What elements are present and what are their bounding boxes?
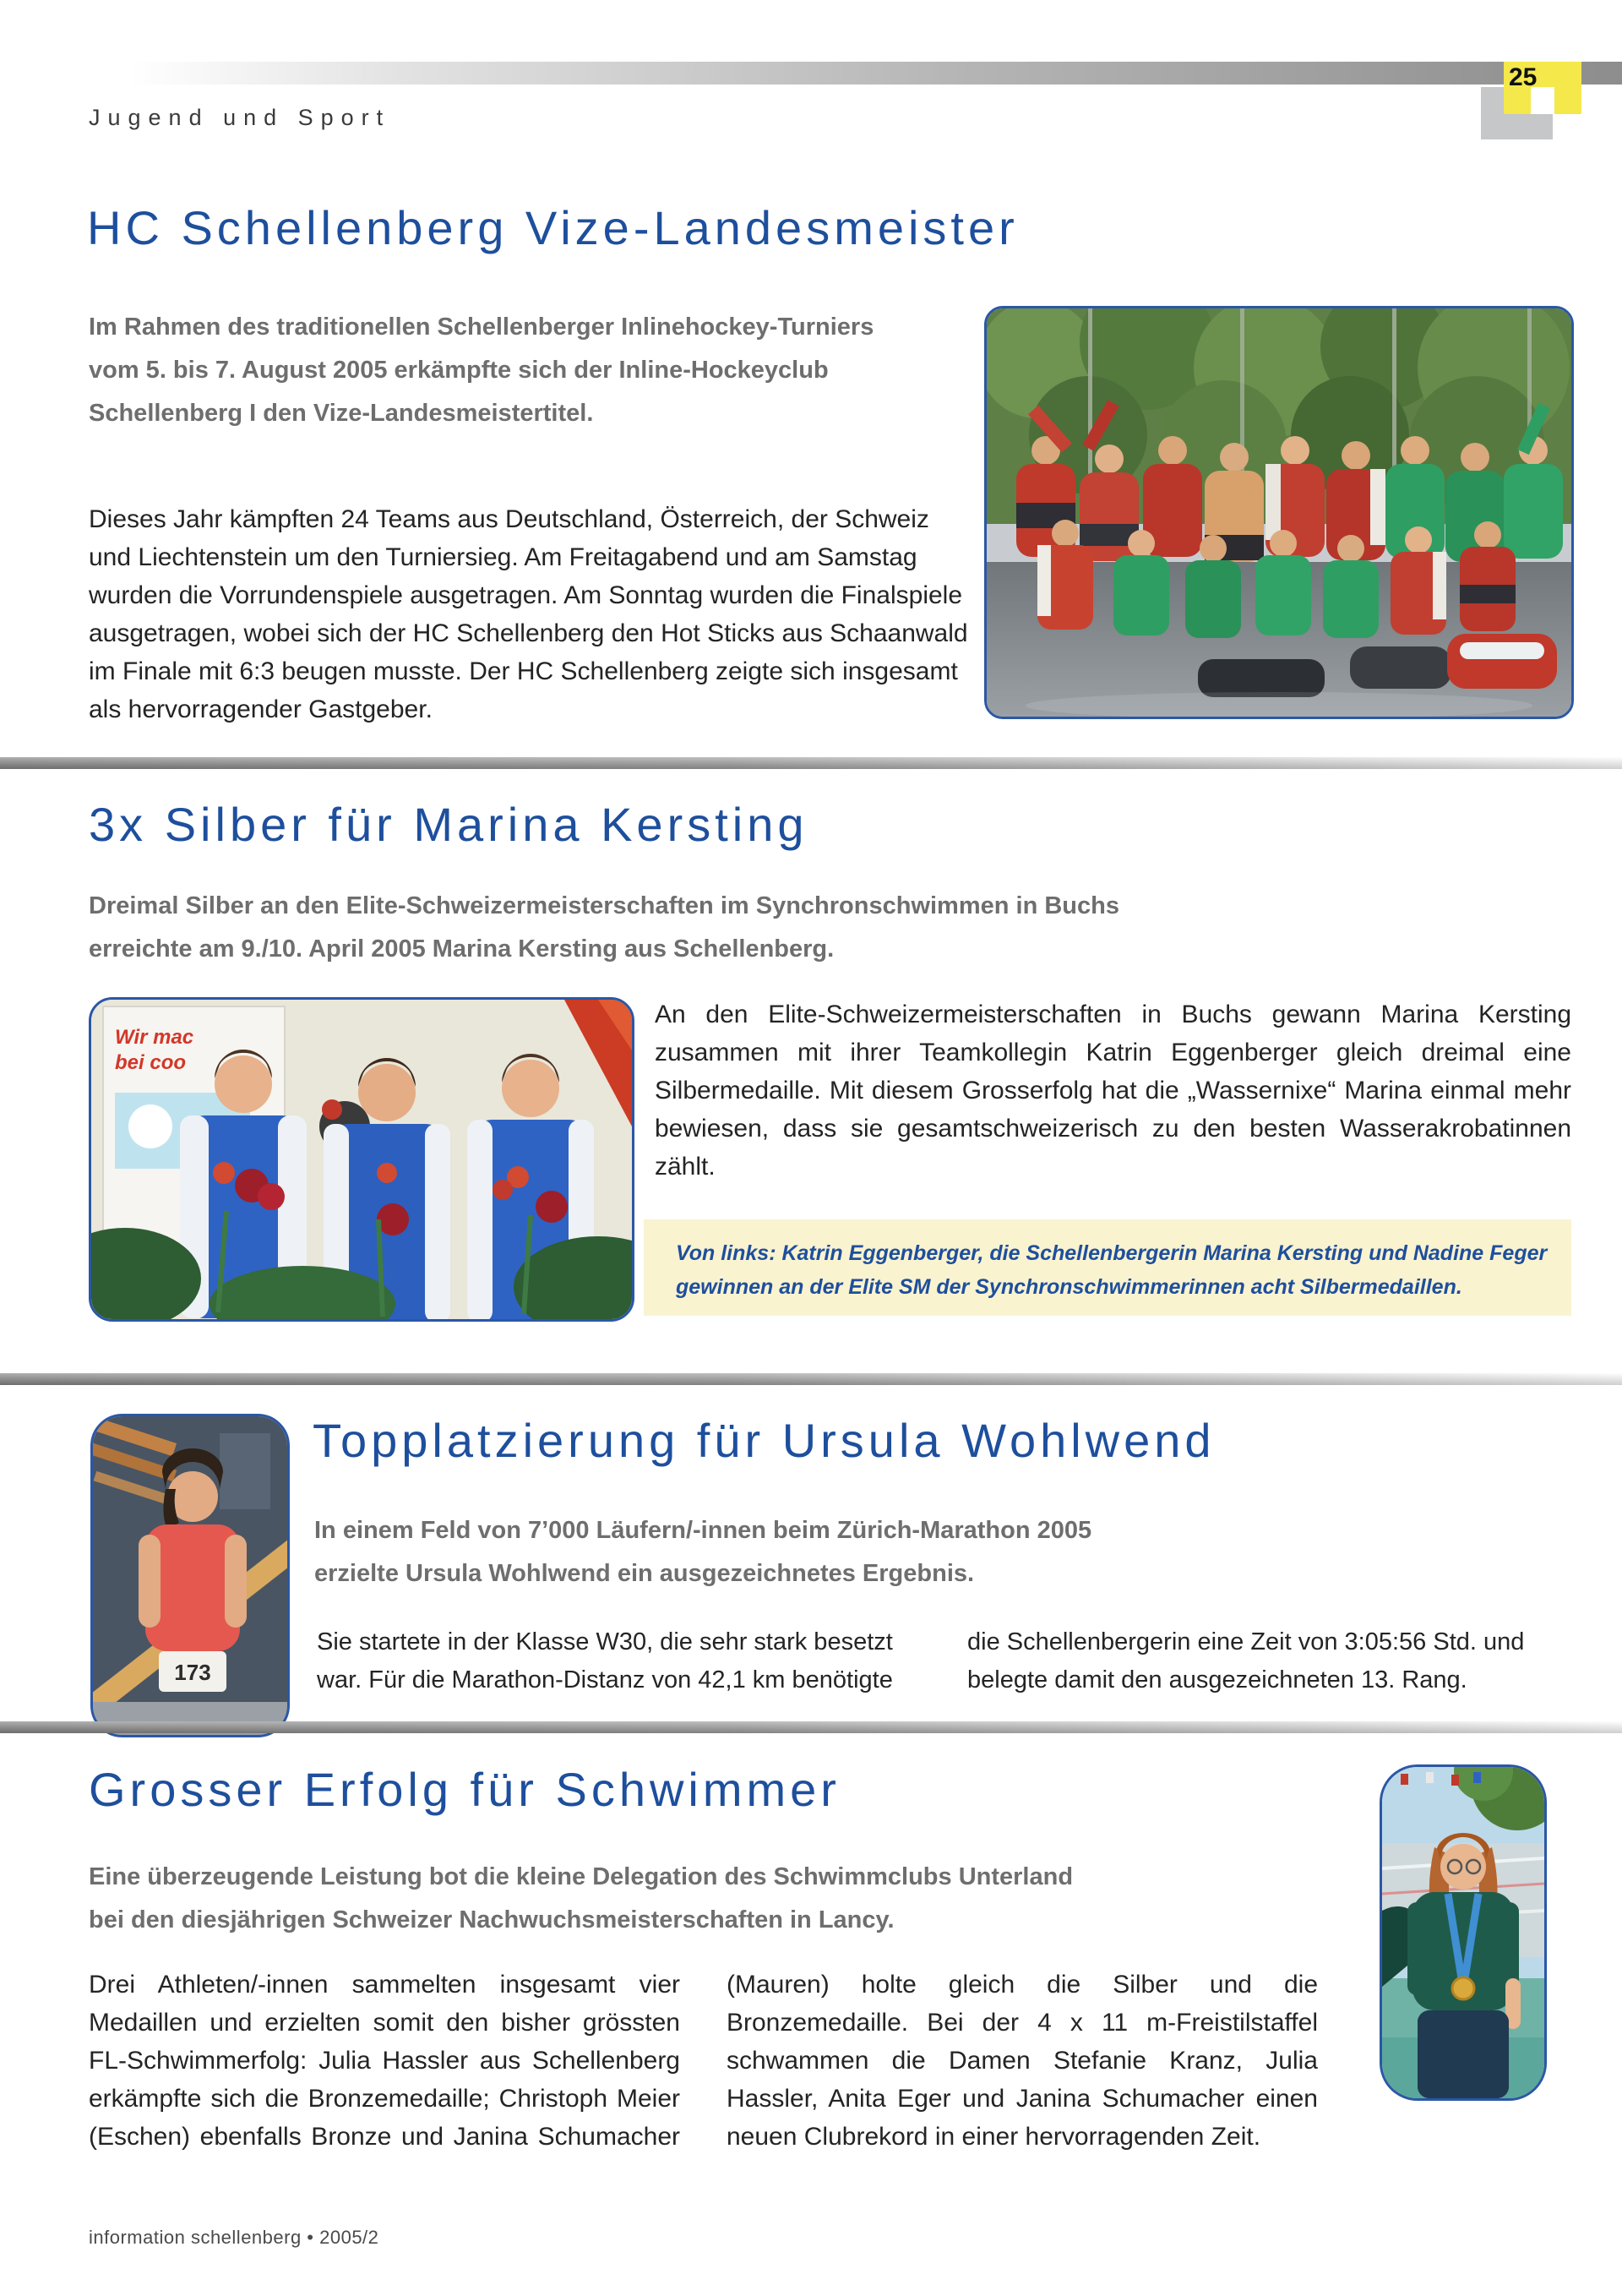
bib-number-text: 173	[174, 1660, 211, 1685]
article1-title: HC Schellenberg Vize-Landesmeister	[87, 201, 1019, 254]
runner-photo	[90, 1414, 290, 1737]
top-divider-bar	[0, 62, 1622, 85]
article2-intro: Dreimal Silber an den Elite-Schweizermeisterschaften im Synchronschwimmen in Buchs erreichte am 9./10. April 2005 Marina Kersting aus Schellenberg.	[89, 892, 1119, 963]
article3-body: Sie startete in der Klasse W30, die sehr stark besetzt war. Für die Marathon-Distanz von 42,1 km benötigte die Schellenbergerin eine Zeit von 3:05:56 Std. und belegte damit den ausgezeichneten 13. Rang.	[317, 1628, 1525, 1693]
synchro-swimmers-photo-art	[91, 1000, 632, 1319]
article2-body: An den Elite-Schweizermeisterschaften in Buchs gewann Marina Kersting zusammen mit ihrer Teamkollegin Katrin Eggenberger gleich dreimal eine Silbermedaille. Mit diesem Grosserfolg hat die „Wassernixe“ Marina einmal mehr bewiesen, dass sie gesamtschweizerisch zu den besten Wasserakrobatinnen zählt.	[655, 1001, 1571, 1181]
article1-body: Dieses Jahr kämpften 24 Teams aus Deutschland, Österreich, der Schweiz und Liechtenstein um den Turniersieg. Am Freitagabend und am Samstag wurden die Vorrundenspiele ausgetragen. Am Sonntag wurden die Finalspiele ausgetragen, wobei sich der HC Schellenberg den Hot Sticks aus Schaanwald im Finale mit 6:3 beugen musste. Der HC Schellenberg zeigte sich insgesamt als hervorragender Gastgeber.	[89, 505, 968, 723]
page-footer: information schellenberg • 2005/2	[89, 2227, 379, 2248]
article2-photo-caption: Von links: Katrin Eggenberger, die Schellenbergerin Marina Kersting und Nadine Feger gewinnen an der Elite SM der Synchronschwimmerinnen acht Silbermedaillen.	[644, 1219, 1571, 1316]
poster-text-line2: bei coo	[115, 1051, 187, 1074]
hockey-team-photo-art	[987, 308, 1571, 717]
swimmer-girl-photo-art	[1382, 1767, 1544, 2098]
section-label: Jugend und Sport	[89, 105, 391, 130]
article1-intro: Im Rahmen des traditionellen Schellenberger Inlinehockey-Turniers vom 5. bis 7. August 2005 erkämpfte sich der Inline-Hockeyclub Schellenberg I den Vize-Landesmeistertitel.	[89, 314, 874, 427]
swimmer-girl-photo	[1380, 1764, 1547, 2101]
article3-intro: In einem Feld von 7’000 Läufern/-innen beim Zürich-Marathon 2005 erzielte Ursula Wohlwend ein ausgezeichnetes Ergebnis.	[314, 1517, 1092, 1587]
divider-bar-2	[0, 757, 1622, 769]
article4-title: Grosser Erfolg für Schwimmer	[89, 1763, 841, 1816]
divider-bar-4	[0, 1721, 1622, 1733]
article4-intro: Eine überzeugende Leistung bot die kleine Delegation des Schwimmclubs Unterland bei den diesjährigen Schweizer Nachwuchsmeisterschaften in Lancy.	[89, 1863, 1074, 1933]
poster-text-line1: Wir mac	[115, 1026, 194, 1049]
divider-bar-3	[0, 1373, 1622, 1385]
runner-photo-art	[93, 1416, 287, 1735]
article2-title: 3x Silber für Marina Kersting	[89, 798, 808, 851]
hockey-team-photo	[984, 306, 1574, 719]
synchro-swimmers-photo	[89, 997, 634, 1322]
article4-body: Drei Athleten/-innen sammelten insgesamt vier Medaillen und erzielten somit den bisher grössten FL-Schwimmerfolg: Julia Hassler aus Schellenberg erkämpfte sich die Bronzemedaille; Christoph Meier (Eschen) ebenfalls Bronze und Janina Schumacher (Mauren) holte gleich die Silber und die Bronzemedaille. Bei der 4 x 11 m-Freistilstaffel schwammen die Damen Stefanie Kranz, Julia Hassler, Anita Eger und Janina Schumacher einen neuen Clubrekord in einer hervorragenden Zeit.	[89, 1971, 1318, 2151]
article3-title: Topplatzierung für Ursula Wohlwend	[313, 1414, 1216, 1467]
page-number: 25	[1509, 63, 1538, 91]
